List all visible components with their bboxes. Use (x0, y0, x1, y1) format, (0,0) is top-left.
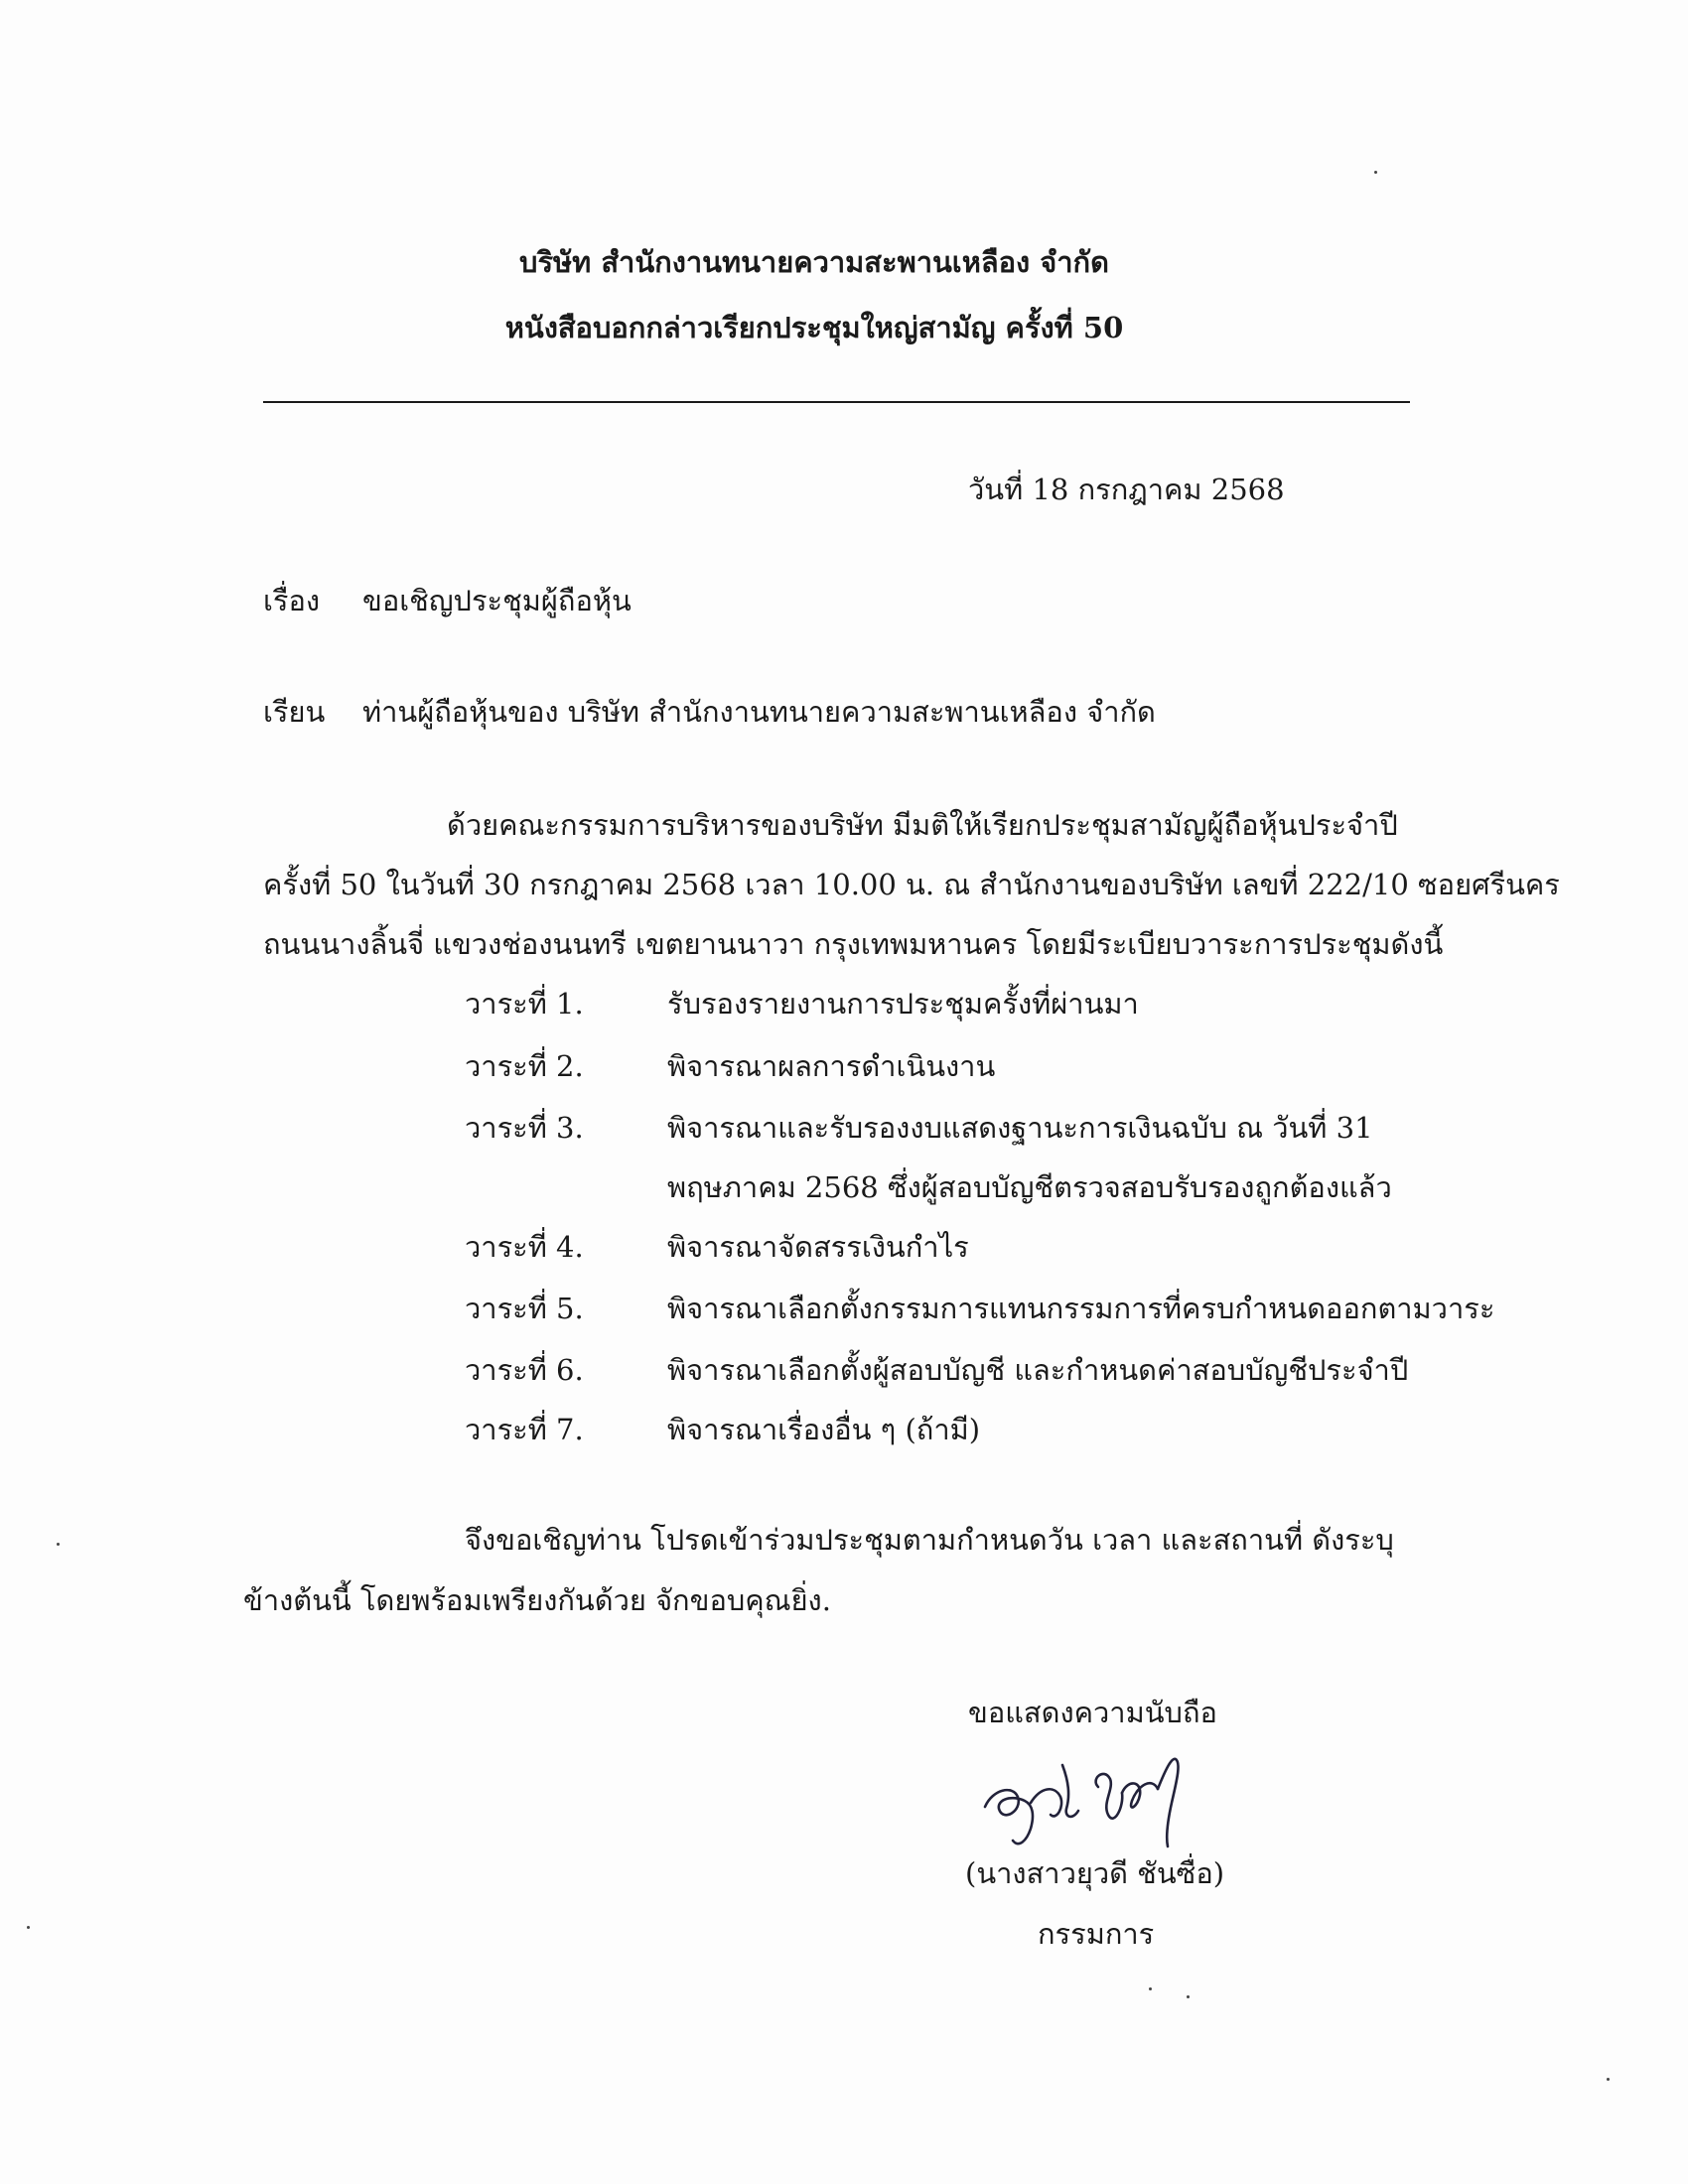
agenda-label: วาระที่ 1. (465, 987, 584, 1021)
scan-speck (27, 1926, 30, 1929)
agenda-text-continued: พฤษภาคม 2568 ซึ่งผู้สอบบัญชีตรวจสอบรับรองถูกต้องแล้ว (667, 1170, 1392, 1204)
agenda-label: วาระที่ 5. (465, 1292, 584, 1325)
salutation: ขอแสดงความนับถือ (968, 1696, 1217, 1729)
subject-label: เรื่อง (263, 584, 321, 617)
body-line: ด้วยคณะกรรมการบริหารของบริษัท มีมติให้เรียกประชุมสามัญผู้ถือหุ้นประจำปี (447, 808, 1398, 842)
agenda-text: พิจารณาเรื่องอื่น ๆ (ถ้ามี) (667, 1413, 981, 1446)
agenda-text: พิจารณาจัดสรรเงินกำไร (667, 1230, 969, 1264)
scan-speck (1607, 2078, 1610, 2081)
agenda-text: รับรองรายงานการประชุมครั้งที่ผ่านมา (667, 987, 1139, 1021)
scan-speck (1374, 171, 1377, 174)
agenda-text: พิจารณาผลการดำเนินงาน (667, 1049, 996, 1083)
recipient-label: เรียน (263, 695, 326, 729)
letter-title: หนังสือบอกกล่าวเรียกประชุมใหญ่สามัญ ครั้งที่ 50 (504, 311, 1124, 344)
scan-speck (57, 1543, 60, 1546)
company-name: บริษัท สำนักงานทนายความสะพานเหลือง จำกัด (519, 245, 1109, 279)
signatory-position: กรรมการ (1038, 1917, 1155, 1951)
agenda-text: พิจารณาเลือกตั้งกรรมการแทนกรรมการที่ครบกำหนดออกตามวาระ (667, 1292, 1495, 1325)
agenda-label: วาระที่ 6. (465, 1353, 584, 1387)
agenda-label: วาระที่ 3. (465, 1111, 584, 1145)
closing-line: จึงขอเชิญท่าน โปรดเข้าร่วมประชุมตามกำหนดวัน เวลา และสถานที่ ดังระบุ (465, 1523, 1394, 1557)
header-divider (263, 401, 1410, 403)
body-line: ครั้งที่ 50 ในวันที่ 30 กรกฎาคม 2568 เวลา 10.00 น. ณ สำนักงานของบริษัท เลขที่ 222/10 ซอยศรีนคร (263, 868, 1560, 901)
scan-speck (1187, 1995, 1190, 1998)
body-line: ถนนนางลิ้นจี่ แขวงช่องนนทรี เขตยานนาวา กรุงเทพมหานคร โดยมีระเบียบวาระการประชุมดังนี้ (263, 927, 1444, 961)
scan-speck (1149, 1987, 1152, 1990)
agenda-label: วาระที่ 2. (465, 1049, 584, 1083)
handwritten-signature (973, 1737, 1231, 1866)
agenda-text: พิจารณาและรับรองงบแสดงฐานะการเงินฉบับ ณ วันที่ 31 (667, 1111, 1373, 1145)
agenda-label: วาระที่ 7. (465, 1413, 584, 1446)
agenda-text: พิจารณาเลือกตั้งผู้สอบบัญชี และกำหนดค่าสอบบัญชีประจำปี (667, 1353, 1409, 1387)
letter-date: วันที่ 18 กรกฎาคม 2568 (968, 473, 1285, 506)
recipient-text: ท่านผู้ถือหุ้นของ บริษัท สำนักงานทนายความสะพานเหลือง จำกัด (362, 695, 1156, 729)
subject-text: ขอเชิญประชุมผู้ถือหุ้น (362, 584, 632, 617)
agenda-label: วาระที่ 4. (465, 1230, 584, 1264)
closing-line: ข้างต้นนี้ โดยพร้อมเพรียงกันด้วย จักขอบคุณยิ่ง. (243, 1583, 831, 1617)
signatory-name: (นางสาวยุวดี ชันซื่อ) (965, 1856, 1225, 1890)
